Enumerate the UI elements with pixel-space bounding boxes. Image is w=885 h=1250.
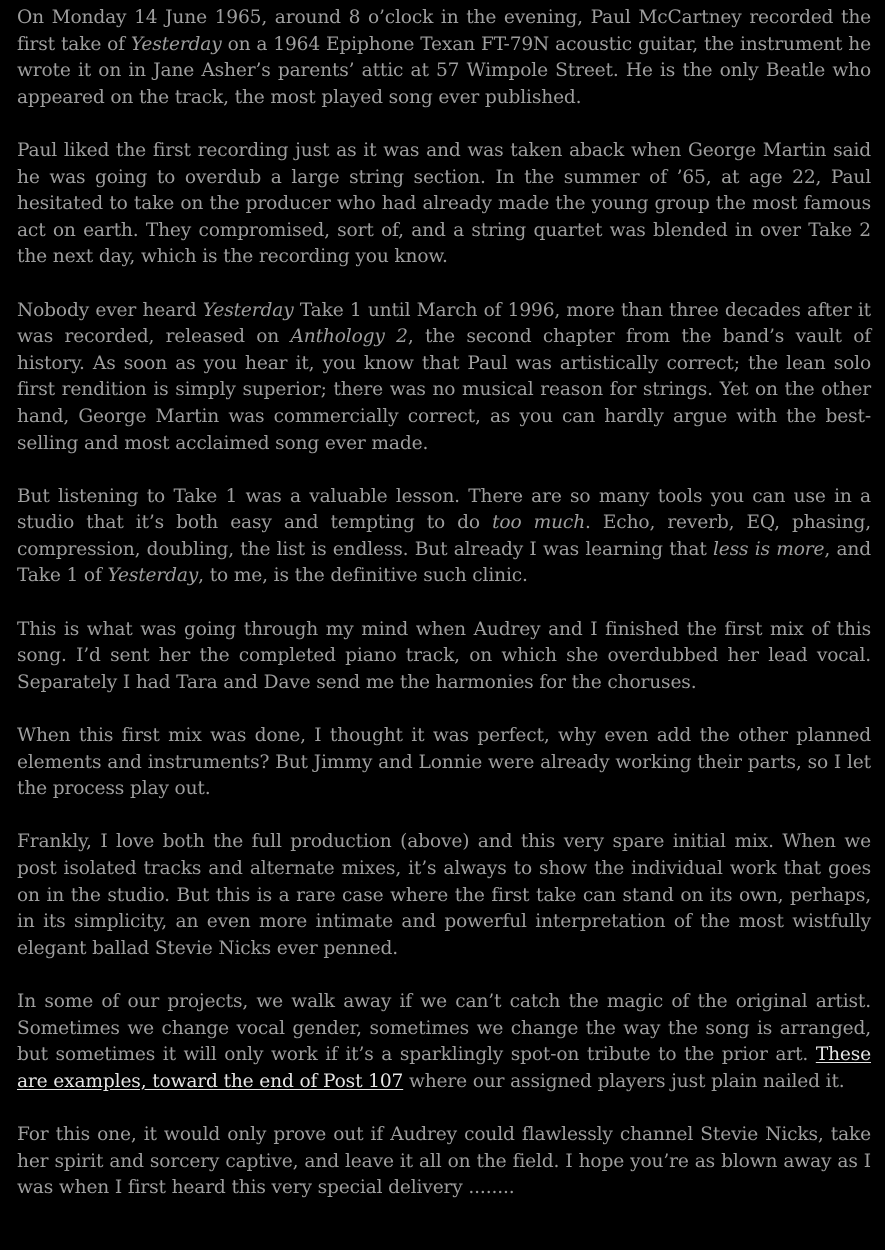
paragraph-2 <box>17 138 871 271</box>
song-title-emphasis: Yesterday <box>130 33 222 55</box>
paragraph-5 <box>17 617 871 697</box>
post-107-examples-link[interactable]: These are examples, toward the end of Post 107 <box>17 1044 871 1092</box>
paragraph-8 <box>17 989 871 1095</box>
text-span: On Monday 14 June 1965, around 8 o’clock in the evening, Paul McCartney recorded the first take of <box>17 7 871 55</box>
text-span: Frankly, I love both the full production (above) and this very spare initial mix. When we post isolated tracks and alternate mixes, it’s always to show the individual work that goes on in the studio. But this is a rare case where the first take can stand on its own, perhaps, in its simplicity, an even more intimate and powerful interpretation of the most wistfully elegant ballad Stevie Nicks ever penned. <box>17 831 871 959</box>
emphasis: less is more <box>712 538 825 560</box>
album-title-emphasis: Anthology 2 <box>290 326 408 348</box>
paragraph-6 <box>17 723 871 803</box>
text-span: where our assigned players just plain nailed it. <box>403 1070 845 1092</box>
text-span: , the second chapter from the band’s vault of history. As soon as you hear it, you know that Paul was artistically correct; the lean solo first rendition is simply superior; there was no musical reason for strings. Yet on the other hand, George Martin was commercially correct, as you can hardly argue with the best-selling and most acclaimed song ever made. <box>17 326 871 454</box>
text-span: In some of our projects, we walk away if we can’t catch the magic of the original artist. Sometimes we change vocal gender, sometimes we change the way the song is arranged, but sometimes it will only work if it’s a sparklingly spot-on tribute to the prior art. <box>17 990 871 1066</box>
text-span: But listening to Take 1 was a valuable lesson. There are so many tools you can use in a studio that it’s both easy and tempting to do <box>17 485 871 534</box>
emphasis: too much <box>492 512 586 534</box>
text-span: . Echo, reverb, EQ, phasing, compression, doubling, the list is endless. But already I was learning that <box>17 512 871 560</box>
paragraph-9 <box>17 1122 871 1202</box>
paragraph-1 <box>17 5 871 111</box>
text-span: on a 1964 Epiphone Texan FT-79N acoustic guitar, the instrument he wrote it on in Jane Asher’s parents’ attic at 57 Wimpole Street. He is the only Beatle who appeared on the track, the most played song ever published. <box>17 33 871 108</box>
paragraph-4 <box>17 484 871 590</box>
text-span: For this one, it would only prove out if Audrey could flawlessly channel Stevie Nicks, take her spirit and sorcery captive, and leave it all on the field. I hope you’re as blown away as I was when I first heard this very special delivery ........ <box>17 1123 871 1199</box>
song-title-emphasis: Yesterday <box>107 565 199 587</box>
text-span: Nobody ever heard <box>17 299 203 321</box>
text-span: , and Take 1 of <box>17 538 871 587</box>
paragraph-3 <box>17 298 871 458</box>
text-span: When this first mix was done, I thought it was perfect, why even add the other planned elements and instruments? But Jimmy and Lonnie were already working their parts, so I let the process play out. <box>17 725 871 800</box>
text-span: Take 1 until March of 1996, more than three decades after it was recorded, released on <box>17 299 871 348</box>
text-span: This is what was going through my mind when Audrey and I finished the first mix of this song. I’d sent her the completed piano track, on which she overdubbed her lead vocal. Separately I had Tara and Dave send me the harmonies for the choruses. <box>17 618 871 693</box>
text-span: , to me, is the definitive such clinic. <box>198 565 528 587</box>
paragraph-7 <box>17 829 871 962</box>
text-span: Paul liked the first recording just as it was and was taken aback when George Martin said he was going to overdub a large string section. In the summer of ’65, at age 22, Paul hesitated to take on the producer who had already made the young group the most famous act on earth. They compromised, sort of, and a string quartet was blended in over Take 2 the next day, which is the recording you know. <box>17 139 871 268</box>
song-title-emphasis: Yesterday <box>202 299 294 321</box>
